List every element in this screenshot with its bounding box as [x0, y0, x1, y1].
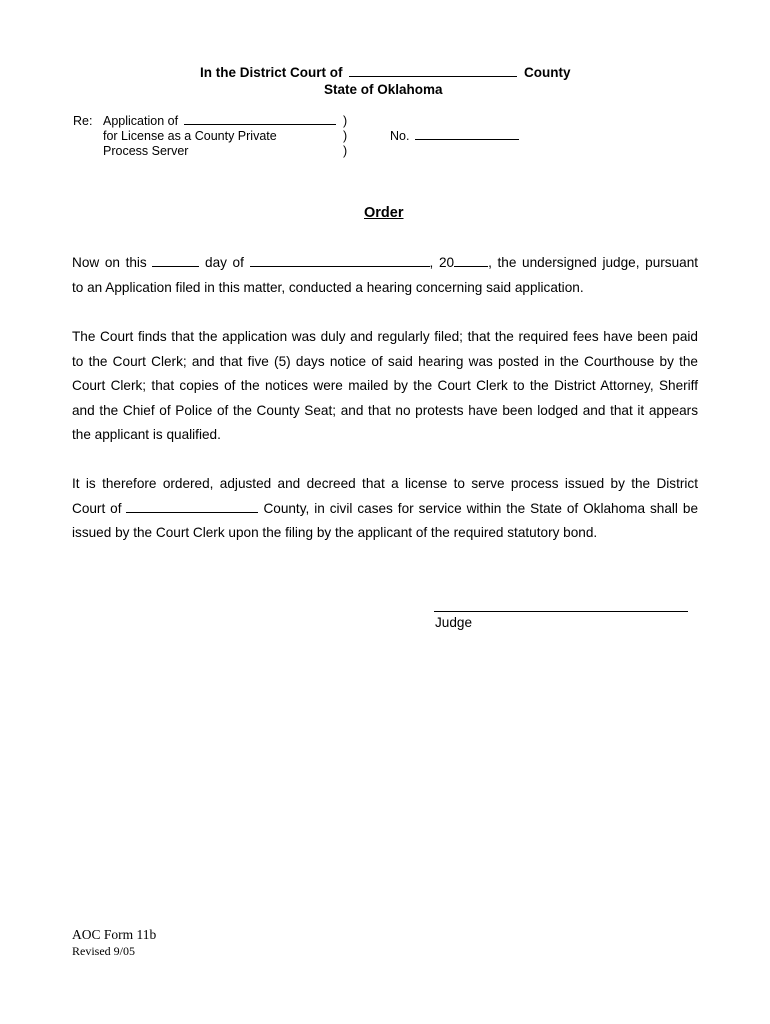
- pursuant-text: , the undersigned judge, pursuant: [488, 255, 699, 270]
- court-of-text: Court of: [72, 500, 122, 516]
- now-on-this-text: Now on this: [72, 255, 147, 270]
- caption-paren-1: ): [343, 114, 348, 128]
- paragraph-3-line-2: [72, 497, 698, 522]
- state-heading: State of Oklahoma: [324, 82, 443, 97]
- signature-line[interactable]: [434, 611, 688, 612]
- revision-date: Revised 9/05: [72, 944, 135, 958]
- caption-line-3: Process Server: [103, 144, 189, 158]
- caption-paren-3: ): [343, 144, 348, 158]
- paragraph-1: [72, 251, 698, 300]
- county-blank[interactable]: [349, 75, 517, 77]
- caption-paren-2: ): [343, 129, 348, 143]
- month-blank[interactable]: [250, 265, 430, 267]
- court-prefix: In the District Court of: [200, 65, 343, 80]
- paragraph-2-line: The Court finds that the application was duly and regularly filed; that the required fees have been paid: [72, 329, 698, 344]
- order-title: Order: [364, 205, 404, 221]
- paragraph-1-line-1: [72, 251, 698, 276]
- application-of-label: Application of: [103, 114, 179, 128]
- applicant-name-blank[interactable]: [184, 123, 336, 125]
- judge-label: Judge: [435, 615, 473, 630]
- case-number-label: No.: [390, 129, 410, 143]
- case-number: [390, 129, 519, 143]
- caption-line-2: for License as a County Private: [103, 129, 277, 143]
- court-suffix: County: [524, 65, 571, 80]
- paragraph-2-line: and the Chief of Police of the County Seat; and that no protests have been lodged and that it appears: [72, 402, 698, 418]
- form-number: AOC Form 11b: [72, 927, 157, 942]
- civil-cases-text: County, in civil cases for service within the State of Oklahoma shall be: [263, 500, 699, 516]
- year-prefix-text: 20: [438, 255, 455, 270]
- paragraph-2: [72, 325, 698, 448]
- paragraph-2-line: Court Clerk; that copies of the notices were mailed by the Court Clerk to the District Attorney, Sheriff: [72, 378, 698, 394]
- day-blank[interactable]: [152, 265, 199, 267]
- paragraph-3-line-3: issued by the Court Clerk upon the filing by the applicant of the required statutory bond.: [72, 525, 598, 541]
- day-of-text: day of: [205, 255, 244, 270]
- year-blank[interactable]: [454, 265, 488, 267]
- paragraph-2-line: the applicant is qualified.: [72, 427, 221, 443]
- paragraph-3-line-1: It is therefore ordered, adjusted and decreed that a license to serve process issued by the District: [72, 476, 698, 491]
- paragraph-1-line-2: to an Application filed in this matter, conducted a hearing concerning said application.: [72, 279, 584, 295]
- court-heading: [200, 65, 571, 80]
- paragraph-3: [72, 472, 698, 546]
- county-name-blank[interactable]: [126, 511, 258, 513]
- caption-re: Re:: [73, 114, 93, 128]
- comma-text: ,: [429, 255, 434, 270]
- paragraph-2-line: to the Court Clerk; and that five (5) days notice of said hearing was posted in the Courthouse by the: [72, 353, 698, 369]
- case-number-blank[interactable]: [415, 138, 519, 140]
- caption-application-line: [103, 114, 336, 128]
